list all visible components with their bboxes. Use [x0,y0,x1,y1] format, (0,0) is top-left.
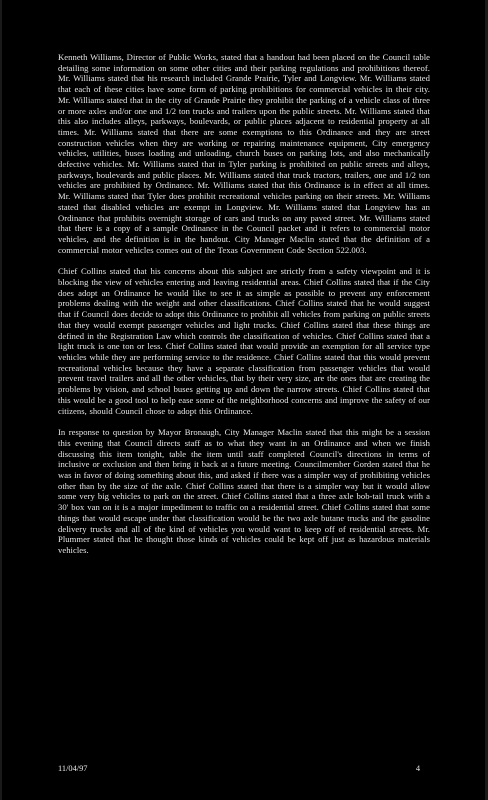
page-number: 4 [415,764,420,773]
paragraph-council-discussion: In response to question by Mayor Bronaugh, City Manager Maclin stated that this might be a session this evening that Council directs staff as to what they want in an Ordinance and when we finish discussing this item tonight, table the item until staff completed Council's directions in terms of inclusive or exclusion and then bring it back at a future meeting. Councilmember Gorden stated that he was in favor of doing something about this, and asked if there was a simpler way of prohibiting vehicles other than by the size of the axle. Chief Collins stated that there is a simpler way but it would allow some very big vehicles to park on the street. Chief Collins stated that a three axle bob-tail truck with a 30' box van on it is a major impediment to traffic on a residential street. Chief Collins stated that some things that would escape under that classification would be the two axle butane trucks and the gasoline delivery trucks and all of the kind of vehicles you would want to keep off of residential streets. Mr. Plummer stated that he thought those kinds of vehicles could be kept off just as hazardous materials vehicles. [58,427,430,555]
paragraph-public-works-report: Kenneth Williams, Director of Public Works, stated that a handout had been placed on the Council table detailing some information on some other cities and their parking regulations and prohibitions thereof. Mr. Williams stated that his research included Grande Prairie, Tyler and Longview. Mr. Williams stated that each of these cities have some form of parking prohibitions for commercial vehicles in their city. Mr. Williams stated that in the city of Grande Prairie they prohibit the parking of a vehicle class of three or more axles and/or one and 1/2 ton trucks and trailers upon the public streets. Mr. Williams stated that this also includes alleys, parkways, boulevards, or public places adjacent to residential property at all times. Mr. Williams stated that there are some exemptions to this Ordinance and they are street construction vehicles when they are working or repairing maintenance equipment, City emergency vehicles, utilities, buses loading and unloading, church buses on parking lots, and also mechanically defective vehicles. Mr. Williams stated that in Tyler parking is prohibited on public streets and alleys, parkways, boulevards and public places. Mr. Williams stated that truck tractors, trailers, one and 1/2 ton vehicles are prohibited by Ordinance. Mr. Williams stated that this Ordinance is in effect at all times. Mr. Williams stated that Tyler does prohibit recreational vehicles parking on their streets. Mr. Williams stated that disabled vehicles are exempt in Longview. Mr. Williams stated that Longview has an Ordinance that prohibits overnight storage of cars and trucks on any paved street. Mr. Williams stated that there is a copy of a sample Ordinance in the Council packet and it refers to commercial motor vehicles, and the definition is in the handout. City Manager Maclin stated that the definition of a commercial motor vehicles comes out of the Texas Government Code Section 522.003. [58,52,430,255]
footer-date: 11/04/97 [58,764,88,773]
paragraph-chief-collins-concerns: Chief Collins stated that his concerns about this subject are strictly from a safety viewpoint and it is blocking the view of vehicles entering and leaving residential areas. Chief Collins stated that if the City does adopt an Ordinance he would like to see it as simple as possible to prevent any enforcement problems dealing with the weight and other classifications. Chief Collins stated that he would suggest that if Council does decide to adopt this Ordinance to prohibit all vehicles from parking on public streets that they would exempt passenger vehicles and light trucks. Chief Collins stated that these things are defined in the Registration Law which controls the classification of vehicles. Chief Collins stated that a light truck is one ton or less. Chief Collins stated that would provide an exemption for all service type vehicles while they are performing service to the residence. Chief Collins stated that this would prevent recreational vehicles because they have a separate classification from passenger vehicles that would prevent travel trailers and all the other vehicles, that by their very size, are the ones that are creating the problems by vision, and school buses getting up and down the narrow streets. Chief Collins stated that this would be a good tool to help ease some of the neighborhood concerns and improve the safety of our citizens, should Council chose to adopt this Ordinance. [58,266,430,416]
page-footer [58,764,430,778]
